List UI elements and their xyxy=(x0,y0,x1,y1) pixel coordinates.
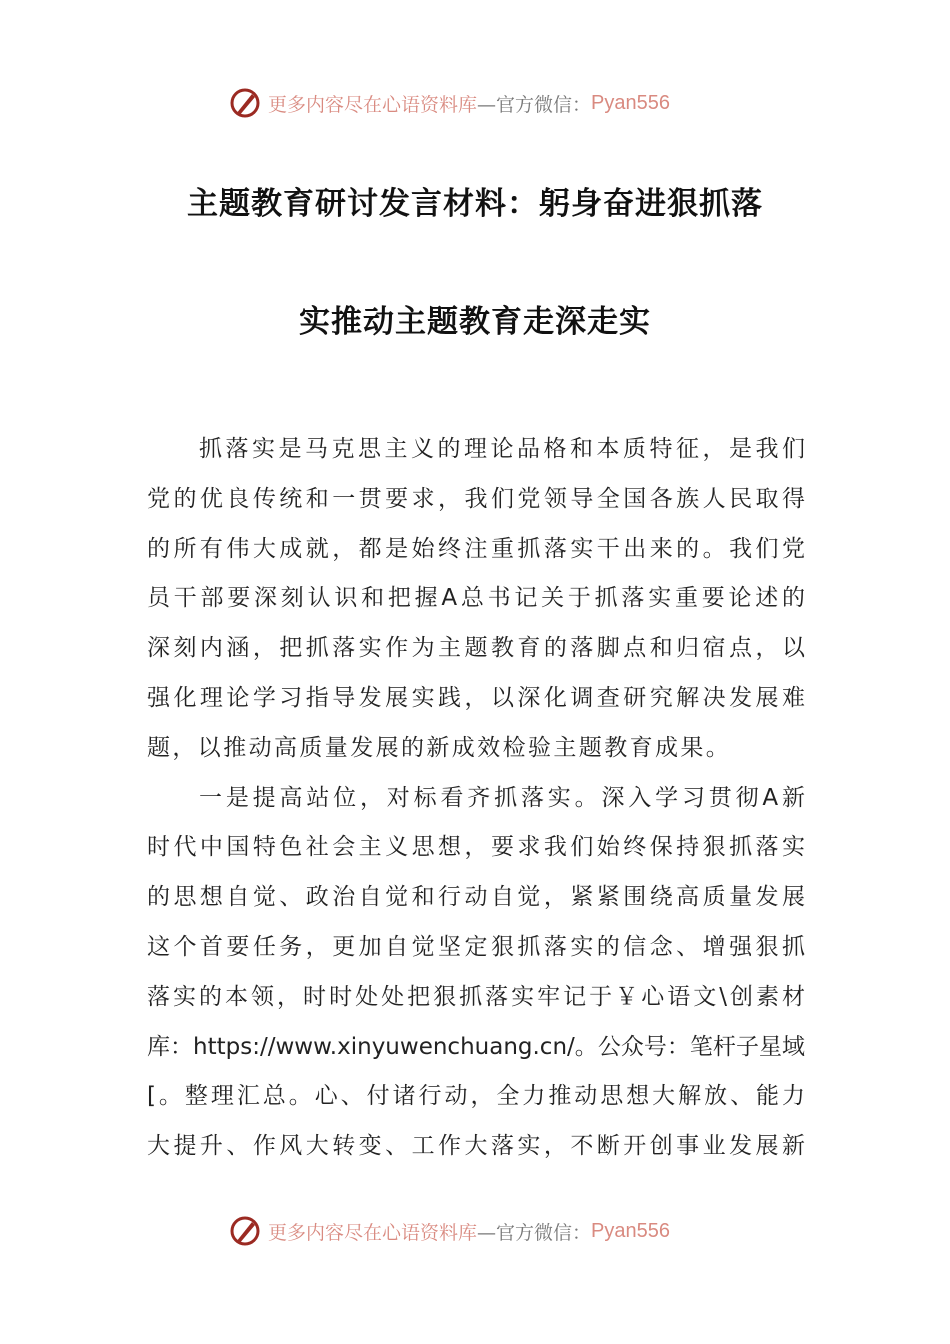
footer-watermark xyxy=(228,1211,670,1251)
body-line: 这个首要任务，更加自觉坚定狠抓落实的信念、增强狠抓 xyxy=(147,933,805,960)
watermark-wechat-label: —官方微信： xyxy=(477,1221,592,1244)
body-line: 库：https://www.xinyuwenchuang.cn/。公众号：笔杆子星域 xyxy=(147,1033,805,1060)
watermark-wechat-id: Pyan556 xyxy=(591,1219,670,1242)
body-line: 的所有伟大成就，都是始终注重抓落实干出来的。我们党 xyxy=(147,535,805,562)
document-title-line-2: 实推动主题教育走深走实 xyxy=(299,304,651,340)
watermark-wechat-id: Pyan556 xyxy=(591,91,670,114)
quill-logo-icon xyxy=(228,1214,262,1248)
header-watermark xyxy=(228,83,670,123)
body-line: 一是提高站位，对标看齐抓落实。深入学习贯彻A新 xyxy=(199,784,805,811)
body-line: 强化理论学习指导发展实践，以深化调查研究解决发展难 xyxy=(147,684,805,711)
body-line: 抓落实是马克思主义的理论品格和本质特征，是我们 xyxy=(199,436,805,462)
watermark-text: 更多内容尽在心语资料库 xyxy=(268,93,478,116)
quill-logo-icon xyxy=(228,86,262,120)
body-line: [。整理汇总。心、付诸行动，全力推动思想大解放、能力 xyxy=(147,1083,805,1110)
body-line: 员干部要深刻认识和把握A总书记关于抓落实重要论述的 xyxy=(147,585,805,612)
body-line: 题，以推动高质量发展的新成效检验主题教育成果。 xyxy=(147,734,732,761)
body-line: 的思想自觉、政治自觉和行动自觉，紧紧围绕高质量发展 xyxy=(147,884,805,911)
watermark-wechat-label: —官方微信： xyxy=(477,93,592,116)
document-body xyxy=(147,428,805,1175)
document-title-line-1: 主题教育研讨发言材料：躬身奋进狠抓落 xyxy=(187,186,763,222)
body-line: 落实的本领，时时处处把狠抓落实牢记于￥心语文\创素材 xyxy=(147,983,805,1010)
body-line: 深刻内涵，把抓落实作为主题教育的落脚点和归宿点，以 xyxy=(147,635,805,662)
body-line: 时代中国特色社会主义思想，要求我们始终保持狠抓落实 xyxy=(147,834,805,861)
body-line: 大提升、作风大转变、工作大落实，不断开创事业发展新 xyxy=(147,1133,805,1160)
body-line: 党的优良传统和一贯要求，我们党领导全国各族人民取得 xyxy=(147,485,805,512)
watermark-text: 更多内容尽在心语资料库 xyxy=(268,1221,478,1244)
